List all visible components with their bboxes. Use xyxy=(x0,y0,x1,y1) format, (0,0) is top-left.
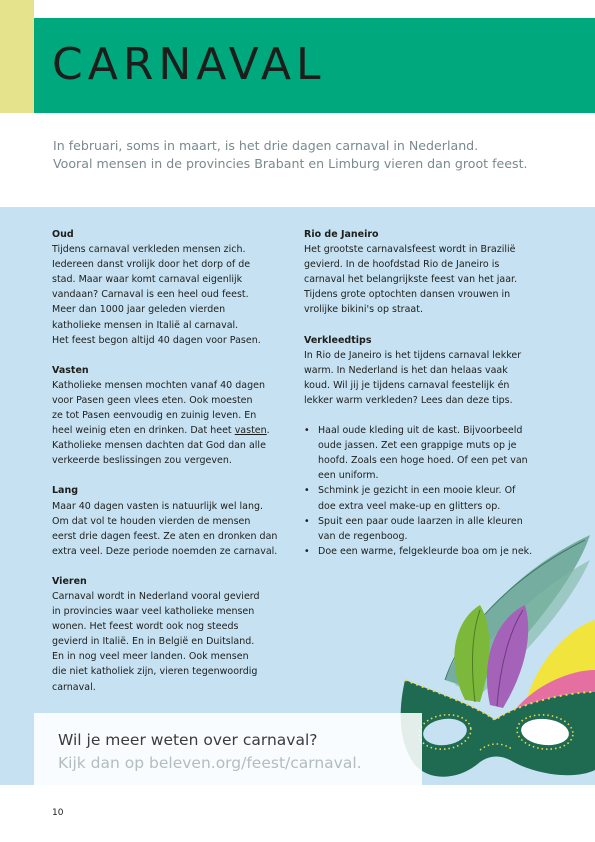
left-column xyxy=(52,227,292,695)
section-heading-vieren: Vieren xyxy=(52,575,87,587)
body-line: lekker warm verkleden? Lees dan deze tips. xyxy=(304,394,513,406)
tip-line: oude jassen. Zet een grappige muts op je xyxy=(318,440,517,452)
tip-line: een uniform. xyxy=(318,470,379,482)
yellow-accent-strip xyxy=(0,0,34,113)
page-number: 10 xyxy=(52,808,64,818)
tips-list xyxy=(304,423,549,559)
section-heading-oud: Oud xyxy=(52,229,74,240)
body-line: Iedereen danst vrolijk door het dorp of de xyxy=(52,259,251,271)
body-line: verkeerde beslissingen zou vergeven. xyxy=(52,455,232,467)
body-line: extra veel. Deze periode noemden ze carnaval. xyxy=(52,545,278,557)
tip-item xyxy=(304,483,549,513)
body-line: gevierd. In de hoofdstad Rio de Janeiro is xyxy=(304,259,500,271)
tip-line: hoofd. Zoals een hoge hoed. Of een pet van xyxy=(318,455,528,467)
body-line: Om dat vol te houden vierden de mensen xyxy=(52,515,251,527)
tip-item xyxy=(304,514,549,544)
tip-line: • Spuit een paar oude laarzen in alle kleuren xyxy=(318,515,523,527)
body-line: Tijdens grote optochten dansen vrouwen in xyxy=(304,289,511,301)
body-line: wonen. Het feest wordt ook nog steeds xyxy=(52,621,239,633)
body-line: katholieke mensen in Italië al carnaval. xyxy=(52,319,239,331)
body-line: carnaval het belangrijkste feest van het jaar. xyxy=(304,274,518,286)
tip-line: van de regenboog. xyxy=(318,530,408,542)
more-info-box xyxy=(34,713,422,785)
body-line: Katholieke mensen dachten dat God dan alle xyxy=(52,440,266,452)
right-column xyxy=(304,227,549,559)
body-line: Meer dan 1000 jaar geleden vierden xyxy=(52,304,226,316)
body-line: carnaval. xyxy=(52,681,96,693)
more-info-question: Wil je meer weten over carnaval? xyxy=(58,731,318,749)
body-text: heel weinig eten en drinken. Dat heet xyxy=(52,425,235,437)
body-line: koud. Wil jij je tijdens carnaval feestelijk én xyxy=(304,379,510,391)
body-line: In Rio de Janeiro is het tijdens carnaval lekker xyxy=(304,349,522,361)
body-line: die niet katholiek zijn, vieren tegenwoordig xyxy=(52,666,258,678)
body-line: Carnaval wordt in Nederland vooral gevierd xyxy=(52,590,260,602)
body-line: voor Pasen geen vlees eten. Ook moesten xyxy=(52,394,253,406)
section-heading-rio: Rio de Janeiro xyxy=(304,229,379,240)
section-heading-verkleedtips: Verkleedtips xyxy=(304,334,372,346)
more-info-link[interactable]: Kijk dan op beleven.org/feest/carnaval. xyxy=(58,754,362,772)
tip-item xyxy=(304,544,549,559)
body-line: stad. Maar waar komt carnaval eigenlijk xyxy=(52,274,243,286)
body-line: ze tot Pasen eenvoudig en zuinig leven. En xyxy=(52,410,257,422)
body-line: En in nog veel meer landen. Ook mensen xyxy=(52,651,249,663)
body-line: Het feest begon altijd 40 dagen voor Pasen. xyxy=(52,334,261,346)
body-line: Het grootste carnavalsfeest wordt in Brazilië xyxy=(304,244,516,256)
page-title: CARNAVAL xyxy=(52,39,326,90)
body-line: Tijdens carnaval verkleden mensen zich. xyxy=(52,244,246,256)
body-line: vrolijke bikini's op straat. xyxy=(304,304,423,316)
intro-line: Vooral mensen in de provincies Brabant en Limburg vieren dan groot feest. xyxy=(53,156,528,171)
body-line: Katholieke mensen mochten vanaf 40 dagen xyxy=(52,379,265,391)
intro-text xyxy=(53,137,553,173)
intro-line: In februari, soms in maart, is het drie dagen carnaval in Nederland. xyxy=(53,138,479,153)
body-line: warm. In Nederland is het dan helaas vaak xyxy=(304,364,508,376)
tip-line: doe extra veel make-up en glitters op. xyxy=(318,500,501,512)
body-text: . xyxy=(266,425,270,437)
section-heading-vasten: Vasten xyxy=(52,364,89,376)
body-line: gevierd in Italië. En in België en Duitsland. xyxy=(52,636,255,648)
vasten-term: vasten xyxy=(234,425,267,437)
body-line: in provincies waar veel katholieke mensen xyxy=(52,606,255,618)
tip-line: • Haal oude kleding uit de kast. Bijvoorbeeld xyxy=(318,425,523,437)
body-line xyxy=(52,423,292,438)
body-line: eerst drie dagen feest. Ze aten en dronken dan xyxy=(52,530,278,542)
body-line: vandaan? Carnaval is een heel oud feest. xyxy=(52,289,249,301)
tip-line: • Schmink je gezicht in een mooie kleur. Of xyxy=(318,485,516,497)
body-line: Maar 40 dagen vasten is natuurlijk wel lang. xyxy=(52,500,264,512)
tip-line: • Doe een warme, felgekleurde boa om je nek. xyxy=(318,545,533,557)
section-heading-lang: Lang xyxy=(52,485,79,497)
tip-item xyxy=(304,423,549,483)
